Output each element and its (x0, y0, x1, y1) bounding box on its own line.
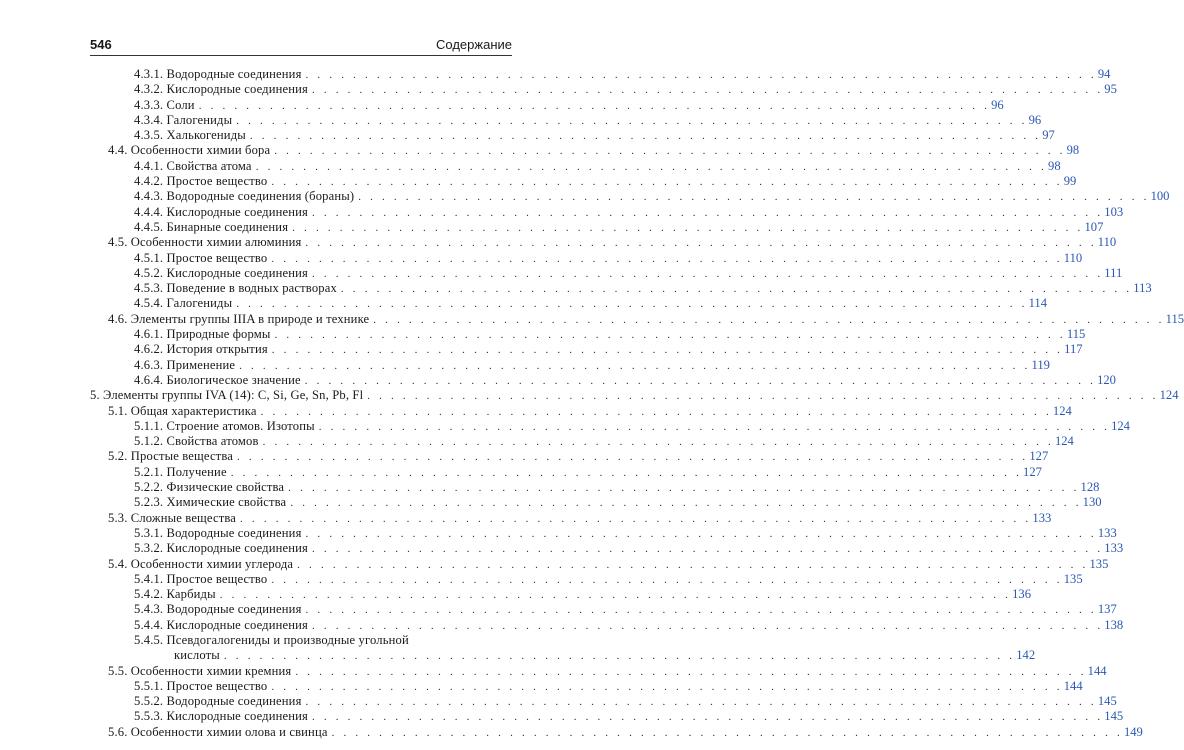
toc-entry-line (134, 265, 1123, 282)
toc-page-number[interactable]: 98 (1066, 143, 1080, 158)
toc-page-number[interactable]: 107 (1084, 219, 1104, 234)
toc-entry-line (134, 82, 1117, 98)
toc-entry[interactable] (90, 67, 1111, 82)
dot-leader: . . . . . . . . . . . . . . . . . . . . . . . . . . . . . . . . . . . . . . . . . . . . . . . . . . . . . . . . . . . . . . . . . . . (255, 160, 1048, 173)
toc-entry[interactable] (90, 694, 1117, 709)
toc-entry-title: 5.1. Общая характеристика (108, 403, 257, 418)
toc-page-number[interactable]: 135 (1089, 556, 1109, 571)
toc-entry-line (134, 250, 1083, 267)
toc-entry-title: 4.4.4. Кислородные соединения (134, 204, 308, 219)
toc-entry-line (134, 602, 1117, 618)
toc-page-number[interactable]: 124 (1111, 418, 1130, 433)
toc-page-number[interactable]: 110 (1063, 250, 1083, 265)
toc-entry-title: 4.5.4. Галогениды (134, 296, 233, 311)
toc-entry-title: 5.1.2. Свойства атомов (134, 434, 259, 449)
toc-entry-title: 4.4.5. Бинарные соединения (134, 219, 289, 234)
toc-page-number[interactable]: 124 (1054, 434, 1074, 449)
toc-entry-title: 4.6.3. Применение (134, 357, 236, 372)
toc-page-number[interactable]: 142 (1016, 648, 1036, 663)
dot-leader: . . . . . . . . . . . . . . . . . . . . . . . . . . . . . . . . . . . . . . . . . . . . . . . . . . . . . . . . . . . . . . . . . . . (271, 176, 1063, 189)
toc-entry[interactable] (90, 434, 1074, 449)
toc-entry-title: 4.4.1. Свойства атома (134, 158, 252, 173)
dot-leader: . . . . . . . . . . . . . . . . . . . . . . . . . . . . . . . . . . . . . . . . . . . . . . . . . . . . . . . . . . . . . . . . . . . (260, 405, 1052, 418)
toc-entry[interactable] (90, 82, 1117, 97)
toc-entry[interactable] (90, 174, 1077, 189)
dot-leader: . . . . . . . . . . . . . . . . . . . . . . . . . . . . . . . . . . . . . . . . . . . . . . . . . . . . . . . . . . . . . . . . . . . (292, 221, 1084, 234)
toc-entry-line (134, 587, 1031, 603)
toc-entry[interactable] (90, 449, 1049, 464)
toc-entry-line (134, 709, 1124, 725)
dot-leader: . . . . . . . . . . . . . . . . . . . . . . . . . . . . . . . . . . . . . . . . . . . . . . . . . . . . . . . . . . . . . . . . . . . (274, 329, 1066, 342)
toc-entry-title: 5.5.3. Кислородные соединения (134, 709, 308, 724)
toc-entry-line (134, 495, 1102, 511)
toc-page-number[interactable]: 99 (1063, 174, 1077, 189)
toc-page-number[interactable]: 100 (1150, 189, 1170, 204)
toc-entry-title: 5.2. Простые вещества (108, 449, 234, 464)
toc-entry[interactable] (90, 327, 1086, 342)
dot-leader: . . . . . . . . . . . . . . . . . . . . . . . . . . . . . . . . . . . . . . . . . . . . . . . . . . . . . . . . . . . . . . . . . . . (297, 558, 1089, 571)
toc-entry-title: 5.5. Особенности химии кремния (108, 663, 292, 678)
dot-leader: . . . . . . . . . . . . . . . . . . . . . . . . . . . . . . . . . . . . . . . . . . . . . . . . . . . . . . . . . . . . . . . . . . . (219, 589, 1012, 602)
toc-entry-title: 5.2.2. Физические свойства (134, 480, 285, 495)
toc-entry-title: 5.2.1. Получение (134, 464, 227, 479)
toc-page-number[interactable]: 136 (1012, 587, 1031, 602)
toc-entry[interactable] (90, 633, 512, 648)
toc-entry-line (134, 327, 1086, 343)
dot-leader: . . . . . . . . . . . . . . . . . . . . . . . . . . . . . . . . . . . . . . . . . . . . . . . . . . . . . . . . . . . . . . . . . . . (367, 390, 1159, 403)
toc-page-number[interactable]: 133 (1097, 525, 1117, 540)
toc-entry-line (134, 434, 1074, 450)
toc-entry[interactable] (90, 265, 1123, 281)
toc-entry[interactable] (90, 556, 1109, 572)
toc-entry[interactable] (90, 525, 1117, 541)
toc-page-number[interactable]: 111 (1104, 265, 1123, 280)
toc-page-number[interactable]: 137 (1097, 602, 1117, 617)
dot-leader: . . . . . . . . . . . . . . . . . . . . . . . . . . . . . . . . . . . . . . . . . . . . . . . . . . . . . . . . . . . . . . . . . . . (304, 374, 1097, 387)
toc-entry-title: 4.5.3. Поведение в водных растворах (134, 281, 337, 296)
toc-entry-title: 5.3.2. Кислородные соединения (134, 541, 308, 556)
dot-leader: . . . . . . . . . . . . . . . . . . . . . . . . . . . . . . . . . . . . . . . . . . . . . . . . . . . . . . . . . . . . . . . . . . . (340, 283, 1133, 296)
toc-page-number[interactable]: 94 (1097, 67, 1111, 81)
toc-entry-line (108, 235, 1117, 251)
toc-entry[interactable] (90, 357, 1050, 373)
toc-page-number[interactable]: 130 (1082, 495, 1102, 510)
toc-page-number[interactable]: 114 (1028, 296, 1048, 311)
dot-leader: . . . . . . . . . . . . . . . . . . . . . . . . . . . . . . . . . . . . . . . . . . . . . . . . . . . . . . . . . . . . . . . . . . . (249, 130, 1042, 143)
toc-entry[interactable] (90, 372, 1116, 388)
header-rule (90, 55, 512, 56)
toc-page-number[interactable]: 133 (1104, 541, 1124, 556)
dot-leader: . . . . . . . . . . . . . . . . . . . . . . . . . . . . . . . . . . . . . . . . . . . . . . . . . . . . . . . . . . . . . . . . . . . (305, 237, 1097, 250)
toc-entry[interactable] (90, 235, 1117, 250)
toc-entry[interactable] (90, 602, 1117, 617)
dot-leader: . . . . . . . . . . . . . . . . . . . . . . . . . . . . . . . . . . . . . . . . . . . . . . . . . . . . . . . . . . . . . . . . . . . (223, 650, 1016, 663)
toc-entry[interactable] (90, 189, 1170, 204)
toc-entry-title: кислоты (174, 648, 220, 663)
toc-entry[interactable] (90, 112, 1042, 128)
toc-entry-line (134, 97, 1004, 114)
toc-page-number[interactable]: 95 (1104, 82, 1117, 97)
dot-leader: . . . . . . . . . . . . . . . . . . . . . . . . . . . . . . . . . . . . . . . . . . . . . . . . . . . . . . . . . . . . . . . . . . . (271, 252, 1063, 265)
toc-page-number[interactable]: 127 (1029, 449, 1049, 464)
toc-entry[interactable] (90, 495, 1102, 510)
toc-page-number[interactable]: 145 (1097, 694, 1117, 709)
toc-page-number[interactable]: 115 (1066, 327, 1086, 342)
toc-page-number[interactable]: 133 (1032, 510, 1052, 525)
toc-entry[interactable] (90, 418, 1130, 434)
table-of-contents (90, 67, 1184, 740)
toc-entry[interactable] (90, 204, 1124, 220)
page-number: 546 (90, 37, 112, 52)
toc-page-number[interactable]: 128 (1080, 480, 1100, 495)
dot-leader: . . . . . . . . . . . . . . . . . . . . . . . . . . . . . . . . . . . . . . . . . . . . . . . . . . . . . . . . . . . . . . . . . . . (236, 114, 1028, 127)
toc-entry-title: 4.6.2. История открытия (134, 342, 268, 357)
toc-entry-line (134, 480, 1100, 496)
toc-entry[interactable] (90, 128, 1055, 143)
toc-entry-line (134, 617, 1124, 634)
toc-entry[interactable] (90, 709, 1124, 724)
toc-entry-title: 5.4.2. Карбиды (134, 587, 216, 602)
toc-entry[interactable] (90, 296, 1048, 311)
toc-entry[interactable] (90, 97, 1004, 113)
dot-leader: . . . . . . . . . . . . . . . . . . . . . . . . . . . . . . . . . . . . . . . . . . . . . . . . . . . . . . . . . . . . . . . . . . . (311, 619, 1104, 632)
dot-leader: . . . . . . . . . . . . . . . . . . . . . . . . . . . . . . . . . . . . . . . . . . . . . . . . . . . . . . . . . . . . . . . . . . . (305, 527, 1097, 540)
toc-entry-title: 5.1.1. Строение атомов. Изотопы (134, 418, 315, 433)
dot-leader: . . . . . . . . . . . . . . . . . . . . . . . . . . . . . . . . . . . . . . . . . . . . . . . . . . . . . . . . . . . . . . . . . . . (295, 665, 1087, 678)
dot-leader: . . . . . . . . . . . . . . . . . . . . . . . . . . . . . . . . . . . . . . . . . . . . . . . . . . . . . . . . . . . . . . . . . . . (290, 497, 1082, 510)
toc-entry-title: 5.4.3. Водородные соединения (134, 602, 302, 617)
toc-entry[interactable] (90, 342, 1083, 357)
toc-page-number[interactable]: 97 (1042, 128, 1055, 143)
dot-leader: . . . . . . . . . . . . . . . . . . . . . . . . . . . . . . . . . . . . . . . . . . . . . . . . . . . . . . . . . . . . . . . . . . . (311, 711, 1104, 724)
toc-entry[interactable] (90, 143, 1080, 158)
toc-entry-title: 4.3.4. Галогениды (134, 112, 233, 127)
toc-entry-title: 5.5.2. Водородные соединения (134, 694, 302, 709)
dot-leader: . . . . . . . . . . . . . . . . . . . . . . . . . . . . . . . . . . . . . . . . . . . . . . . . . . . . . . . . . . . . . . . . . . . (311, 543, 1104, 556)
toc-entry[interactable] (90, 403, 1072, 419)
dot-leader: . . . . . . . . . . . . . . . . . . . . . . . . . . . . . . . . . . . . . . . . . . . . . . . . . . . . . . . . . . . . . . . . . . . (305, 69, 1097, 81)
dot-leader: . . . . . . . . . . . . . . . . . . . . . . . . . . . . . . . . . . . . . . . . . . . . . . . . . . . . . . . . . . . . . . . . . . . (373, 313, 1165, 326)
dot-leader: . . . . . . . . . . . . . . . . . . . . . . . . . . . . . . . . . . . . . . . . . . . . . . . . . . . . . . . . . . . . . . . . . . . (318, 420, 1111, 433)
toc-page-number[interactable]: 113 (1133, 281, 1152, 296)
toc-page-number[interactable]: 149 (1123, 724, 1143, 739)
toc-entry-line (134, 219, 1104, 236)
toc-entry-title: 4.6. Элементы группы IIIA в природе и технике (108, 311, 370, 326)
toc-entry-title: 5.2.3. Химические свойства (134, 495, 287, 510)
toc-page-number[interactable]: 117 (1064, 342, 1083, 357)
toc-entry-line (108, 403, 1072, 420)
toc-entry[interactable] (90, 571, 1083, 587)
toc-entry-line (134, 296, 1048, 312)
toc-entry-title: 5.4. Особенности химии углерода (108, 556, 294, 571)
dot-leader: . . . . . . . . . . . . . . . . . . . . . . . . . . . . . . . . . . . . . . . . . . . . . . . . . . . . . . . . . . . . . . . . . . . (230, 466, 1023, 479)
dot-leader: . . . . . . . . . . . . . . . . . . . . . . . . . . . . . . . . . . . . . . . . . . . . . . . . . . . . . . . . . . . . . . . . . . . (271, 680, 1063, 693)
toc-entry-line (134, 158, 1061, 175)
toc-entry[interactable] (90, 617, 1124, 633)
toc-entry[interactable] (90, 388, 1179, 403)
dot-leader: . . . . . . . . . . . . . . . . . . . . . . . . . . . . . . . . . . . . . . . . . . . . . . . . . . . . . . . . . . . . . . . . . . . (311, 267, 1104, 280)
toc-entry-title: 4.5.1. Простое вещество (134, 250, 268, 265)
toc-entry-title: 4.3.2. Кислородные соединения (134, 82, 308, 97)
toc-entry[interactable] (90, 464, 1042, 480)
toc-entry[interactable] (90, 724, 1143, 740)
dot-leader: . . . . . . . . . . . . . . . . . . . . . . . . . . . . . . . . . . . . . . . . . . . . . . . . . . . . . . . . . . . . . . . . . . . (305, 604, 1097, 617)
toc-entry-title: 4.4.2. Простое вещество (134, 174, 268, 189)
toc-entry-line (134, 372, 1116, 389)
dot-leader: . . . . . . . . . . . . . . . . . . . . . . . . . . . . . . . . . . . . . . . . . . . . . . . . . . . . . . . . . . . . . . . . . . . (358, 191, 1150, 204)
toc-entry-title: 5.3. Сложные вещества (108, 510, 237, 525)
toc-entry-line (134, 694, 1117, 710)
toc-entry-line (108, 510, 1052, 527)
dot-leader: . . . . . . . . . . . . . . . . . . . . . . . . . . . . . . . . . . . . . . . . . . . . . . . . . . . . . . . . . . . . . . . . . . . (311, 84, 1104, 97)
toc-entry[interactable] (90, 311, 1184, 327)
page-header (90, 37, 512, 53)
toc-entry[interactable] (90, 219, 1104, 235)
toc-page-number[interactable]: 96 (991, 97, 1004, 112)
toc-entry-title: 4.3.5. Халькогениды (134, 128, 246, 143)
toc-entry-title: 4.5. Особенности химии алюминия (108, 235, 302, 250)
toc-entry-title: 4.4. Особенности химии бора (108, 143, 271, 158)
toc-entry-line (108, 449, 1049, 465)
toc-entry-line (134, 112, 1042, 129)
toc-entry-title: 5.5.1. Простое вещество (134, 678, 268, 693)
toc-entry-line (134, 204, 1124, 221)
toc-entry-title: 4.6.4. Биологическое значение (134, 372, 301, 387)
toc-page-number[interactable]: 145 (1104, 709, 1124, 724)
toc-page-number[interactable]: 127 (1023, 464, 1042, 479)
toc-entry-title: 4.5.2. Кислородные соединения (134, 265, 308, 280)
toc-entry[interactable] (90, 510, 1052, 526)
toc-entry-title: 5.4.5. Псевдогалогениды и производные угольной (134, 632, 409, 647)
toc-page-number[interactable]: 124 (1052, 403, 1072, 418)
toc-entry-line (134, 189, 1170, 205)
toc-entry-line (108, 311, 1184, 328)
dot-leader: . . . . . . . . . . . . . . . . . . . . . . . . . . . . . . . . . . . . . . . . . . . . . . . . . . . . . . . . . . . . . . . . . . . (240, 512, 1032, 525)
toc-entry-line (90, 388, 1179, 404)
dot-leader: . . . . . . . . . . . . . . . . . . . . . . . . . . . . . . . . . . . . . . . . . . . . . . . . . . . . . . . . . . . . . . . . . . . (239, 359, 1031, 372)
dot-leader: . . . . . . . . . . . . . . . . . . . . . . . . . . . . . . . . . . . . . . . . . . . . . . . . . . . . . . . . . . . . . . . . . . . (271, 344, 1064, 357)
toc-page-number[interactable]: 98 (1048, 158, 1061, 173)
toc-page-number[interactable]: 119 (1031, 357, 1050, 372)
toc-entry-title: 5.3.1. Водородные соединения (134, 525, 302, 540)
toc-entry[interactable] (90, 587, 1031, 602)
dot-leader: . . . . . . . . . . . . . . . . . . . . . . . . . . . . . . . . . . . . . . . . . . . . . . . . . . . . . . . . . . . . . . . . . . . (331, 726, 1123, 739)
toc-entry-title: 5. Элементы группы IVA (14): C, Si, Ge, Sn, Pb, Fl (90, 388, 364, 403)
toc-entry-line (134, 67, 1111, 83)
dot-leader: . . . . . . . . . . . . . . . . . . . . . . . . . . . . . . . . . . . . . . . . . . . . . . . . . . . . . . . . . . . . . . . . . . . (271, 573, 1063, 586)
toc-entry[interactable] (90, 678, 1083, 694)
toc-entry-line (108, 143, 1080, 159)
toc-entry-line (134, 678, 1083, 695)
toc-entry[interactable] (90, 480, 1100, 495)
toc-page-number[interactable]: 144 (1063, 678, 1083, 693)
toc-page-number[interactable]: 103 (1104, 204, 1124, 219)
toc-entry[interactable] (90, 541, 1124, 556)
toc-entry-line (134, 174, 1077, 190)
toc-entry-line (134, 418, 1130, 435)
toc-entry-title: 4.4.3. Водородные соединения (бораны) (134, 189, 355, 204)
toc-entry-line (134, 648, 1036, 664)
toc-entry[interactable] (90, 281, 1152, 296)
toc-entry[interactable] (90, 663, 1107, 679)
toc-entry-title: 4.3.1. Водородные соединения (134, 67, 302, 81)
dot-leader: . . . . . . . . . . . . . . . . . . . . . . . . . . . . . . . . . . . . . . . . . . . . . . . . . . . . . . . . . . . . . . . . . . . (262, 436, 1054, 449)
toc-page-number[interactable]: 124 (1159, 388, 1179, 403)
toc-entry-line (134, 128, 1055, 144)
toc-entry-line (134, 525, 1117, 542)
toc-page-number[interactable]: 110 (1097, 235, 1117, 250)
toc-entry-line (134, 541, 1124, 557)
toc-entry-line (108, 663, 1107, 680)
toc-page-number[interactable]: 96 (1028, 112, 1042, 127)
toc-entry[interactable] (90, 158, 1061, 174)
toc-entry-line (108, 556, 1109, 573)
dot-leader: . . . . . . . . . . . . . . . . . . . . . . . . . . . . . . . . . . . . . . . . . . . . . . . . . . . . . . . . . . . . . . . . . . . (274, 145, 1066, 158)
toc-page-number[interactable]: 138 (1104, 617, 1124, 632)
toc-entry-title: 5.4.1. Простое вещество (134, 571, 268, 586)
toc-entry-line (134, 464, 1042, 481)
toc-page-number[interactable]: 144 (1087, 663, 1107, 678)
toc-page-number[interactable]: 135 (1063, 571, 1083, 586)
toc-entry-title: 5.4.4. Кислородные соединения (134, 617, 308, 632)
toc-entry-line (108, 724, 1143, 741)
toc-entry-line (134, 357, 1050, 374)
toc-entry-line (134, 281, 1152, 297)
dot-leader: . . . . . . . . . . . . . . . . . . . . . . . . . . . . . . . . . . . . . . . . . . . . . . . . . . . . . . . . . . . . . . . . . . . (311, 206, 1104, 219)
toc-entry-line (134, 571, 1083, 588)
toc-entry-line (134, 633, 512, 648)
toc-entry-title: 4.6.1. Природные формы (134, 327, 271, 342)
toc-entry-line (134, 342, 1083, 358)
dot-leader: . . . . . . . . . . . . . . . . . . . . . . . . . . . . . . . . . . . . . . . . . . . . . . . . . . . . . . . . . . . . . . . . . . . (198, 99, 991, 112)
toc-page-number[interactable]: 120 (1097, 372, 1116, 387)
dot-leader: . . . . . . . . . . . . . . . . . . . . . . . . . . . . . . . . . . . . . . . . . . . . . . . . . . . . . . . . . . . . . . . . . . . (237, 451, 1029, 464)
toc-page-number[interactable]: 115 (1165, 311, 1184, 326)
dot-leader: . . . . . . . . . . . . . . . . . . . . . . . . . . . . . . . . . . . . . . . . . . . . . . . . . . . . . . . . . . . . . . . . . . . (305, 696, 1097, 709)
toc-entry-title: 4.3.3. Соли (134, 97, 195, 112)
toc-entry-title: 5.6. Особенности химии олова и свинца (108, 724, 328, 739)
toc-entry[interactable] (90, 250, 1083, 266)
running-title: Содержание (436, 37, 512, 52)
dot-leader: . . . . . . . . . . . . . . . . . . . . . . . . . . . . . . . . . . . . . . . . . . . . . . . . . . . . . . . . . . . . . . . . . . . (236, 298, 1028, 311)
toc-entry[interactable] (90, 648, 1036, 663)
dot-leader: . . . . . . . . . . . . . . . . . . . . . . . . . . . . . . . . . . . . . . . . . . . . . . . . . . . . . . . . . . . . . . . . . . . (288, 482, 1080, 495)
